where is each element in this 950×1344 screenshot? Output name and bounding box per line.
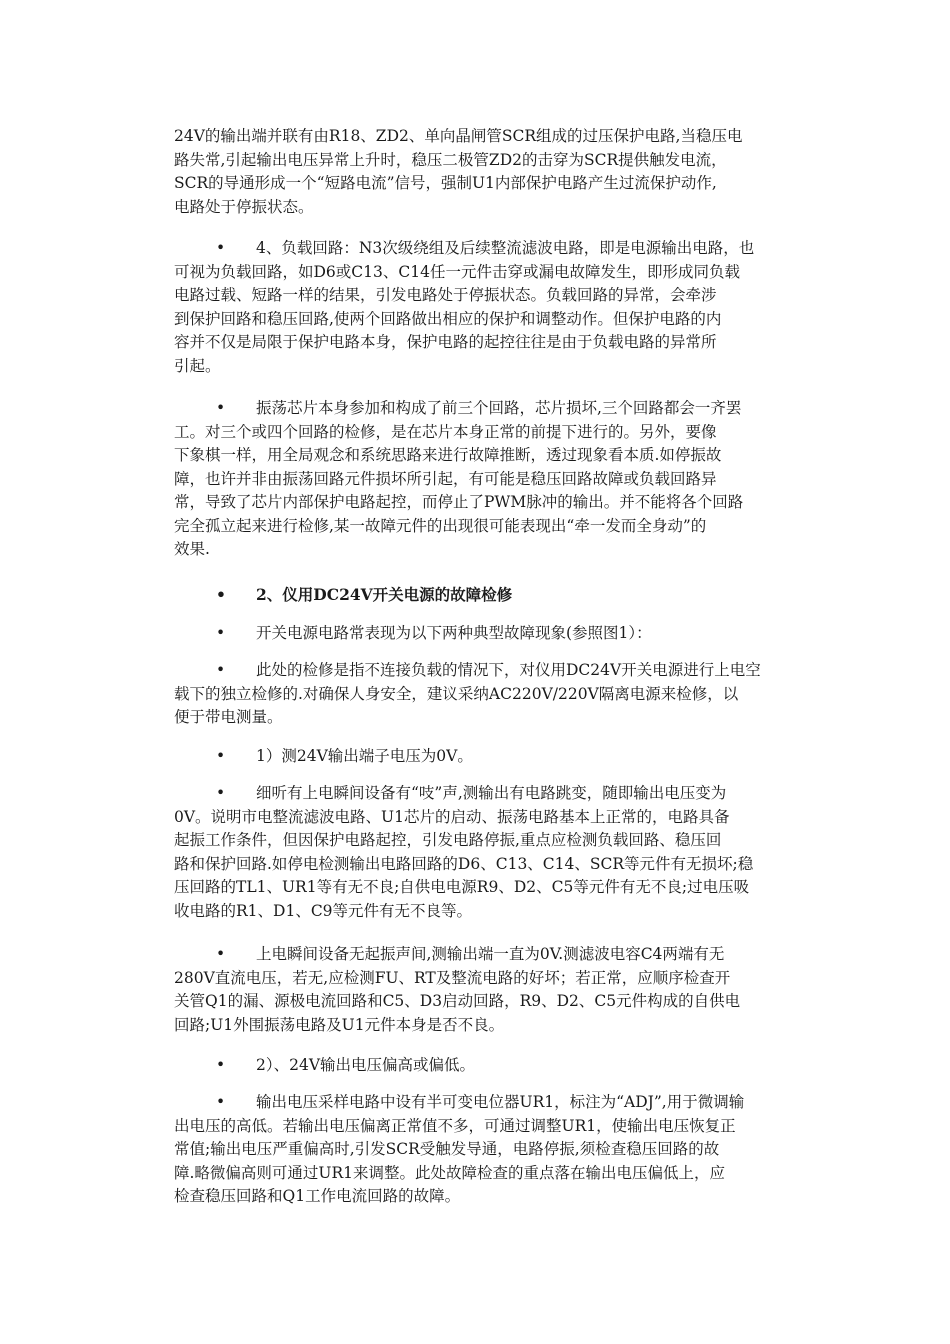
text-line: 输出电压采样电路中设有半可变电位器UR1，标注为“ADJ”,用于微调输 [256, 1093, 745, 1111]
bullet-icon: • [216, 239, 226, 257]
paragraph-fault-2 [174, 1054, 774, 1078]
text-line: SCR的导通形成一个“短路电流”信号，强制U1内部保护电路产生过流保护动作, [174, 174, 717, 192]
bullet-icon: • [216, 784, 226, 802]
paragraph-fault-2-detail [174, 1091, 774, 1209]
paragraph-fault-1-detail-b [174, 943, 774, 1037]
text-line: 24V的输出端并联有由R18、ZD2、单向晶闸管SCR组成的过压保护电路,当稳压电 [174, 127, 743, 145]
text-line: 效果. [174, 540, 210, 558]
text-line: 压回路的TL1、UR1等有无不良;自供电电源R9、D2、C5等元件有无不良;过电压吸 [174, 878, 750, 896]
text-line: 出电压的高低。若输出电压偏离正常值不多，可通过调整UR1，使输出电压恢复正 [174, 1116, 736, 1135]
paragraph-load-loop [174, 237, 774, 378]
text-line: 关管Q1的漏、源极电流回路和C5、D3启动回路，R9、D2、C5元件构成的自供电 [174, 992, 741, 1010]
bullet-icon: • [216, 399, 226, 417]
text-line: 检查稳压回路和Q1工作电流回路的故障。 [174, 1187, 461, 1205]
text-line: 障，也许并非由振荡回路元件损坏所引起，有可能是稳压回路故障或负载回路异 [174, 469, 717, 488]
text-line: 工。对三个或四个回路的检修，是在芯片本身正常的前提下进行的。另外，要像 [174, 422, 717, 441]
text-line: 电路处于停振状态。 [174, 197, 314, 216]
bullet-icon: • [216, 945, 226, 963]
text-line: 2）、24V输出电压偏高或偏低。 [256, 1056, 476, 1074]
text-line: 起振工作条件，但因保护电路起控，引发电路停振,重点应检测负载回路、稳压回 [174, 831, 722, 849]
text-line: 细听有上电瞬间设备有“吱”声,测输出有电路跳变，随即输出电压变为 [256, 784, 727, 802]
text-line: 开关电源电路常表现为以下两种典型故障现象(参照图1）： [256, 624, 652, 642]
paragraph-fault-1 [174, 745, 774, 769]
text-line: 可视为负载回路，如D6或C13、C14任一元件击穿或漏电故障发生，即形成同负载 [174, 262, 740, 281]
bullet-icon: • [216, 661, 226, 679]
text-line: 容并不仅是局限于保护电路本身，保护电路的起控往往是由于负载电路的异常所 [174, 333, 717, 351]
text-line: 到保护回路和稳压回路,使两个回路做出相应的保护和调整动作。但保护电路的内 [174, 309, 722, 328]
text-line: 载下的独立检修的.对确保人身安全，建议采纳AC220V/220V隔离电源来检修，以 [174, 684, 739, 703]
paragraph-fault-1-detail-a [174, 782, 774, 923]
text-line: 下象棋一样，用全局观念和系统思路来进行故障推断，透过现象看本质.如停振故 [174, 446, 722, 464]
text-line: 路和保护回路.如停电检测输出电路回路的D6、C13、C14、SCR等元件有无损坏;稳 [174, 854, 754, 873]
bullet-icon: • [216, 624, 226, 642]
text-line: 振荡芯片本身参加和构成了前三个回路，芯片损坏,三个回路都会一齐罢 [256, 399, 742, 417]
text-line: 4、负载回路：N3次级绕组及后续整流滤波电路，即是电源输出电路，也 [256, 239, 755, 257]
text-line: 常，导致了芯片内部保护电路起控，而停止了PWM脉冲的输出。并不能将各个回路 [174, 493, 744, 511]
section-heading [174, 583, 774, 607]
bullet-icon: • [216, 1093, 226, 1111]
heading-text: 2、仪用DC24V开关电源的故障检修 [256, 585, 513, 604]
paragraph-safety-note [174, 659, 774, 730]
text-line: 障.略微偏高则可通过UR1来调整。此处故障检查的重点落在输出电压偏低上，应 [174, 1163, 726, 1182]
text-line: 便于带电测量。 [174, 708, 283, 726]
paragraph-oscillator-chip [174, 397, 774, 562]
text-line: 完全孤立起来进行检修,某一故障元件的出现很可能表现出“牵一发而全身动”的 [174, 516, 707, 535]
bullet-icon: • [216, 585, 226, 604]
bullet-icon: • [216, 1056, 226, 1074]
paragraph-overvoltage-protection [174, 125, 774, 219]
text-line: 280V直流电压，若无,应检测FU、RT及整流电路的好坏；若正常，应顺序检查开 [174, 968, 731, 987]
text-line: 常值;输出电压严重偏高时,引发SCR受触发导通，电路停振,须检查稳压回路的故 [174, 1140, 720, 1158]
text-line: 0V。说明市电整流滤波电路、U1芯片的启动、振荡电路基本上正常的，电路具备 [174, 807, 730, 826]
paragraph-fault-intro [174, 622, 774, 646]
text-line: 此处的检修是指不连接负载的情况下，对仪用DC24V开关电源进行上电空 [256, 661, 761, 679]
text-line: 1）测24V输出端子电压为0V。 [256, 747, 473, 765]
text-line: 路失常,引起输出电压异常上升时，稳压二极管ZD2的击穿为SCR提供触发电流， [174, 150, 727, 169]
bullet-icon: • [216, 747, 226, 765]
text-line: 引起。 [174, 356, 221, 375]
text-line: 上电瞬间设备无起振声间,测输出端一直为0V.测滤波电容C4两端有无 [256, 945, 725, 963]
text-line: 电路过载、短路一样的结果，引发电路处于停振状态。负载回路的异常，会牵涉 [174, 286, 717, 304]
text-line: 收电路的R1、D1、C9等元件有无不良等。 [174, 901, 473, 920]
text-line: 回路;U1外围振荡电路及U1元件本身是否不良。 [174, 1015, 505, 1034]
